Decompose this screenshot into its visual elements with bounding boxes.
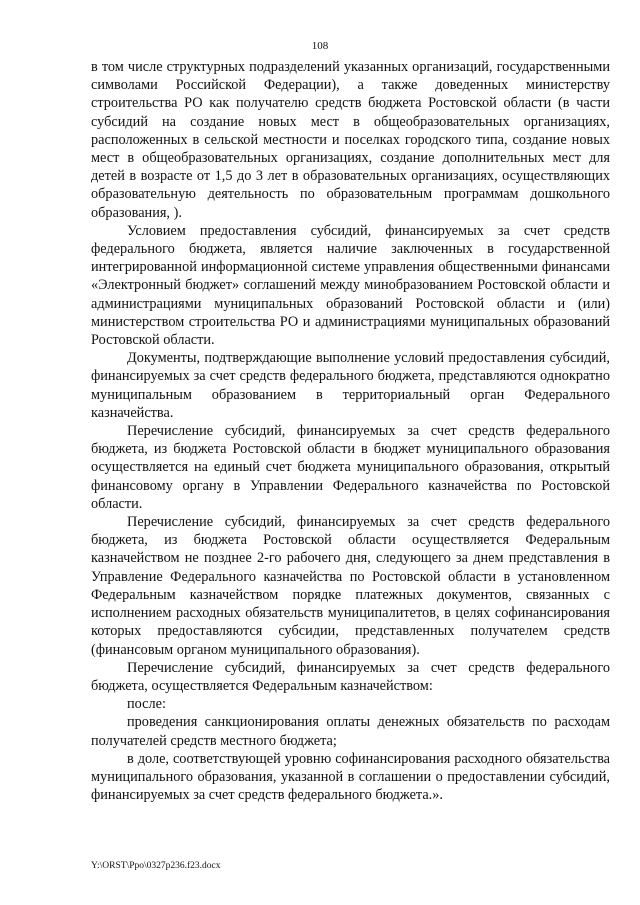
paragraph: в доле, соответствующей уровню софинансирования расходного обязательства муниципального образования, указанной в соглашении о предоставлении субсидий, финансируемых за счет средств федерального бюджета.». bbox=[91, 750, 610, 804]
paragraph: проведения санкционирования оплаты денежных обязательств по расходам получателей средств местного бюджета; bbox=[91, 714, 610, 749]
paragraph: Перечисление субсидий, финансируемых за счет средств федерального бюджета, из бюджета Ростовской области в бюджет муниципального образования осуществляется на единый счет бюджета муниципального образования, открытый финансовому органу в Управлении Федерального казначейства по Ростовской области. bbox=[91, 423, 610, 512]
page-number: 108 bbox=[311, 40, 329, 52]
paragraph: Документы, подтверждающие выполнение условий предоставления субсидий, финансируемых за счет средств федерального бюджета, представляются однократно муниципальным образованием в территориальный орган Федерального казначейства. bbox=[91, 350, 610, 421]
paragraph: после: bbox=[127, 696, 166, 713]
footer-file-path: Y:\ORST\Ppo\0327p236.f23.docx bbox=[91, 861, 221, 871]
paragraph: Перечисление субсидий, финансируемых за счет средств федерального бюджета, осуществляется Федеральным казначейством: bbox=[91, 659, 610, 694]
paragraph: в том числе структурных подразделений указанных организаций, государственными символами Российской Федерации), а также доведенных министерству строительства РО как получателю средств бюджета Ростовской области (в части субсидий на создание новых мест в общеобразовательных организациях, расположенных в сельской местности и поселках городского типа, создание новых мест в общеобразовательных организациях, создание дополнительных мест для детей в возрасте от 1,5 до 3 лет в образовательных организациях, осуществляющих образовательную деятельность по образовательным программам дошкольного образования, ). bbox=[91, 59, 610, 221]
paragraph: Условием предоставления субсидий, финансируемых за счет средств федерального бюджета, является наличие заключенных в государственной интегрированной информационной системе управления общественными финансами «Электронный бюджет» соглашений между минобразованием Ростовской области и администрациями муниципальных образований Ростовской области и (или) министерством строительства РО и администрациями муниципальных образований Ростовской области. bbox=[91, 222, 610, 349]
paragraph: Перечисление субсидий, финансируемых за счет средств федерального бюджета, из бюджета Ростовской области осуществляется Федеральным казначейством не позднее 2-го рабочего дня, следующего за днем представления в Управление Федерального казначейства по Ростовской области в установленном Федеральным казначейством порядке платежных документов, связанных с исполнением расходных обязательств муниципалитетов, в целях софинансирования которых предоставляются субсидии, представленных получателем средств (финансовым органом муниципального образования). bbox=[91, 514, 610, 658]
document-body bbox=[91, 58, 610, 804]
